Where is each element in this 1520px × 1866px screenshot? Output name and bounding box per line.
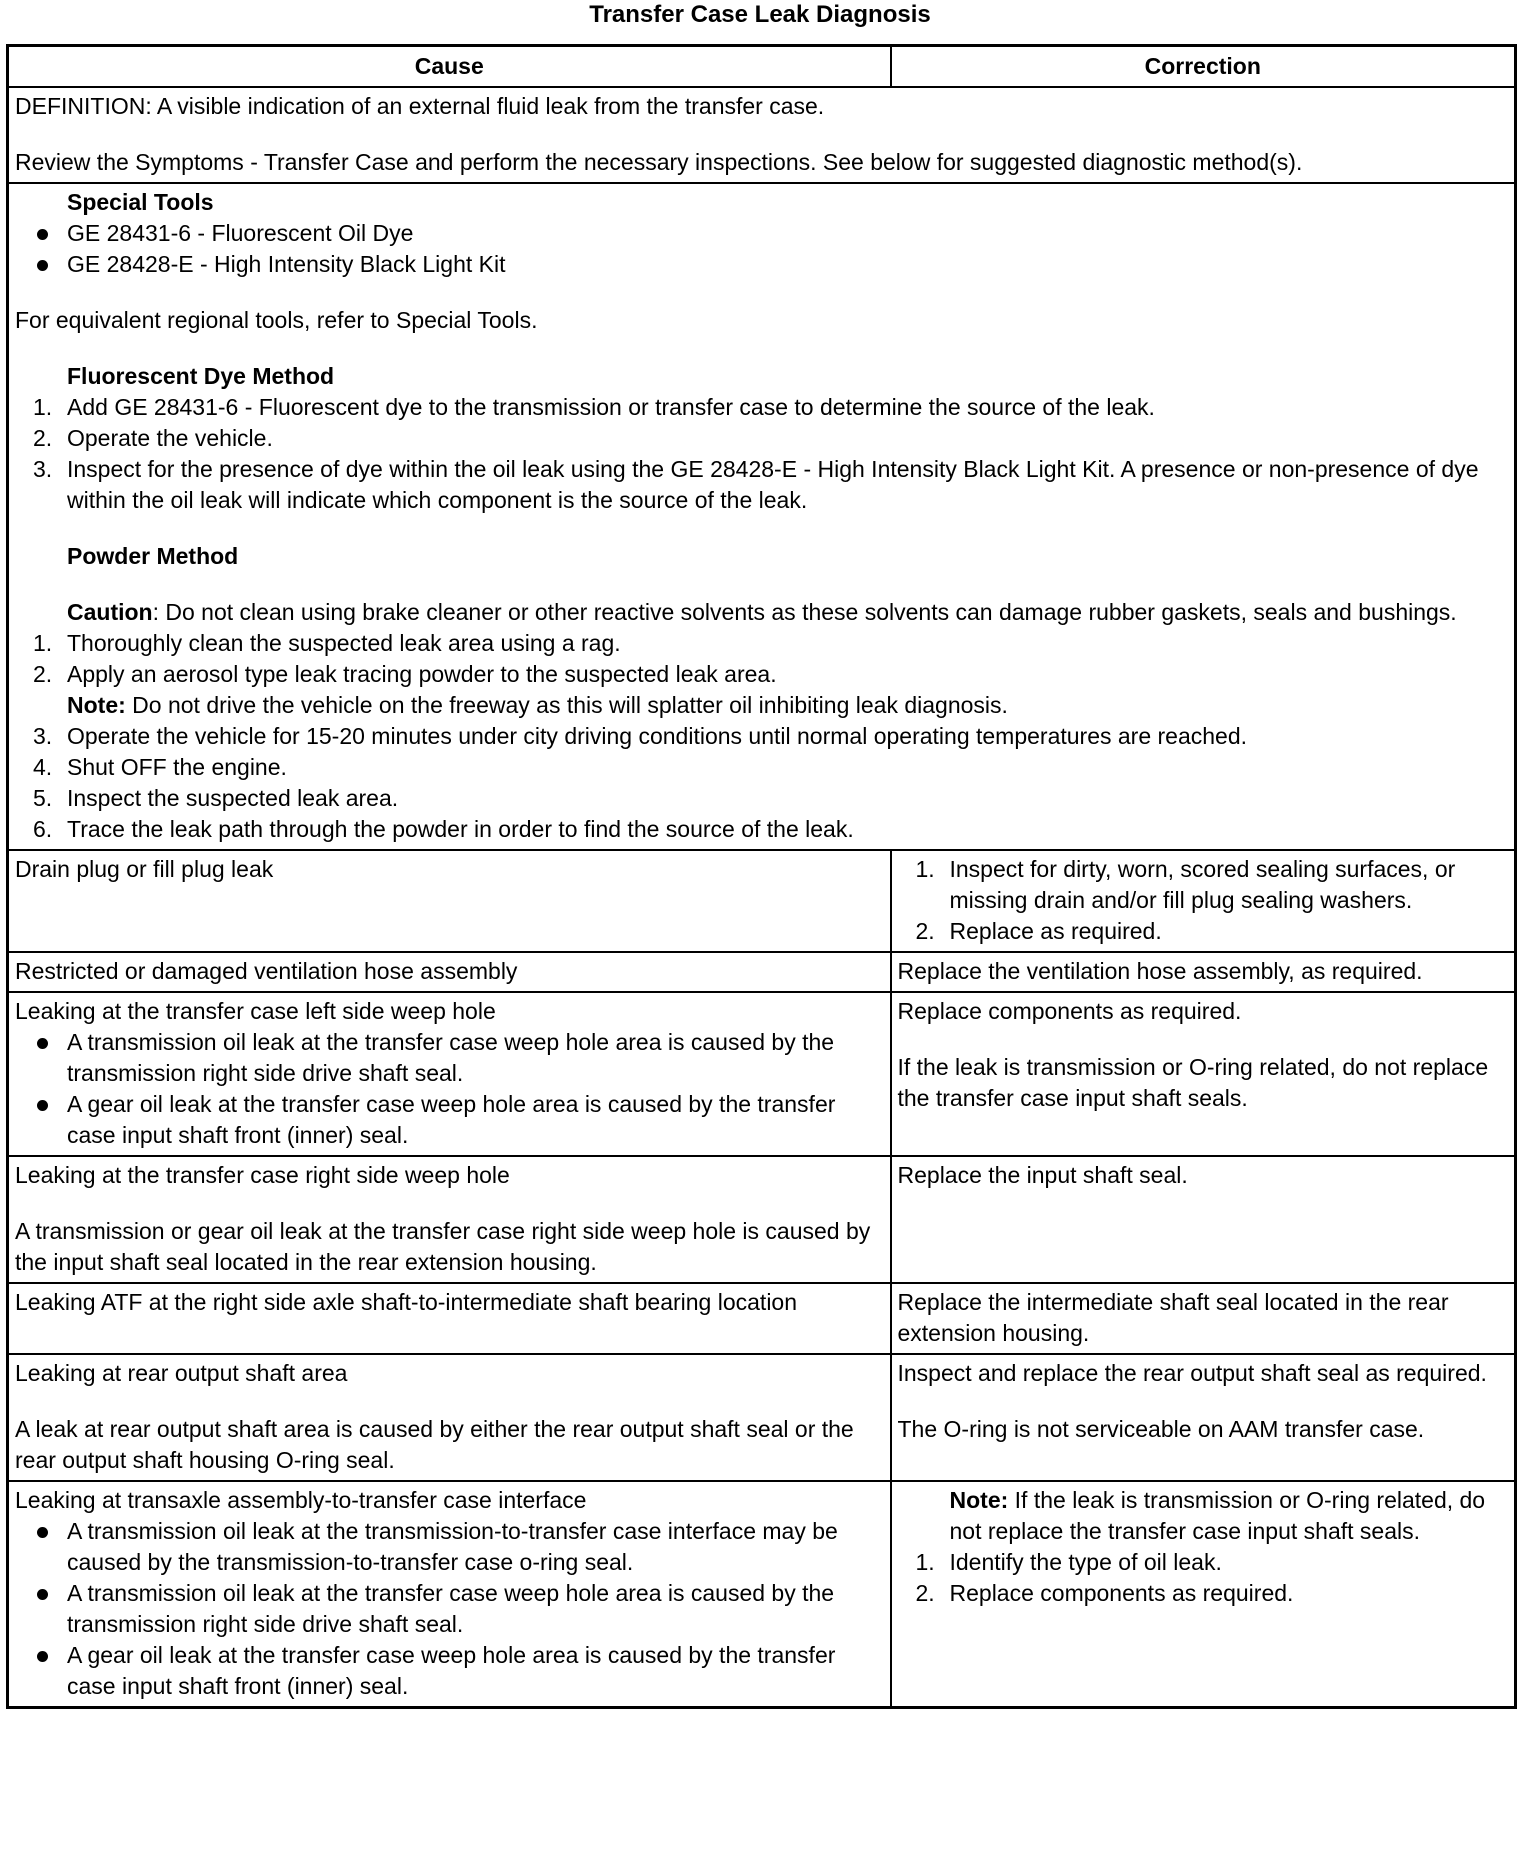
correction-cell: Replace components as required. If the leak is transmission or O-ring related, do not replace the transfer case input shaft seals. xyxy=(891,992,1516,1156)
powder-method-heading: Powder Method xyxy=(67,543,239,569)
tools-list xyxy=(15,218,1508,280)
cause-cell: Leaking at transaxle assembly-to-transfer case interface A transmission oil leak at the transmission-to-transfer case interface may be caused by the transmission-to-transfer case o-ring seal. A transmission oil leak at the transfer case weep hole area is caused by the transmission right side drive shaft seal. A gear oil leak at the transfer case weep hole area is caused by the transfer case input shaft front (inner) seal. xyxy=(8,1481,891,1708)
correction-cell: Replace the input shaft seal. xyxy=(891,1156,1516,1283)
cause-cell: Leaking at rear output shaft area A leak at rear output shaft area is caused by either the rear output shaft seal or the rear output shaft housing O-ring seal. xyxy=(8,1354,891,1481)
table-row xyxy=(8,1156,1516,1283)
list-item: A transmission oil leak at the transfer case weep hole area is caused by the transmission right side drive shaft seal. xyxy=(15,1578,884,1640)
list-item: 4. Shut OFF the engine. xyxy=(33,754,287,780)
bullet-icon xyxy=(37,1527,48,1538)
cause-header: Cause xyxy=(8,46,891,88)
review-text: Review the Symptoms - Transfer Case and perform the necessary inspections. See below for suggested diagnostic method(s). xyxy=(15,149,1303,175)
list-item: A transmission oil leak at the transmission-to-transfer case interface may be caused by the transmission-to-transfer case o-ring seal. xyxy=(15,1516,884,1578)
list-item: 3. Inspect for the presence of dye within the oil leak using the GE 28428-E - High Intensity Black Light Kit. A presence or non-presence of dye within the oil leak will indicate which component is the source of the leak. xyxy=(33,456,1479,513)
cause-cell: Leaking at the transfer case left side weep hole A transmission oil leak at the transfer case weep hole area is caused by the transmission right side drive shaft seal. A gear oil leak at the transfer case weep hole area is caused by the transfer case input shaft front (inner) seal. xyxy=(8,992,891,1156)
caution-text: Caution: Do not clean using brake cleaner or other reactive solvents as these solvents can damage rubber gaskets, seals and bushings. xyxy=(67,599,1457,625)
dye-steps-list xyxy=(15,392,1508,516)
definition-cell xyxy=(8,87,1516,183)
cause-cell: Drain plug or fill plug leak xyxy=(8,850,891,952)
cause-cell: Restricted or damaged ventilation hose assembly xyxy=(8,952,891,992)
table-row xyxy=(8,1481,1516,1708)
correction-cell xyxy=(891,850,1516,952)
bullet-icon xyxy=(37,1100,48,1111)
list-item: 2. Replace components as required. xyxy=(915,1580,1294,1606)
cause-cell: Leaking ATF at the right side axle shaft-to-intermediate shaft bearing location xyxy=(8,1283,891,1354)
list-item: 2. Apply an aerosol type leak tracing powder to the suspected leak area. Note: Do not drive the vehicle on the freeway as this will splatter oil inhibiting leak diagnosis. xyxy=(33,661,1008,718)
cause-bullets xyxy=(15,1516,884,1702)
bullet-icon xyxy=(37,1651,48,1662)
list-item: A transmission oil leak at the transfer case weep hole area is caused by the transmission right side drive shaft seal. xyxy=(15,1027,884,1089)
cause-bullets xyxy=(15,1027,884,1151)
table-header-row xyxy=(8,46,1516,88)
definition-text: DEFINITION: A visible indication of an external fluid leak from the transfer case. xyxy=(15,93,825,119)
correction-cell: Replace the ventilation hose assembly, as required. xyxy=(891,952,1516,992)
regional-tools-note: For equivalent regional tools, refer to Special Tools. xyxy=(15,307,538,333)
bullet-icon xyxy=(37,260,48,271)
list-item: 5. Inspect the suspected leak area. xyxy=(33,785,399,811)
table-row xyxy=(8,992,1516,1156)
table-row xyxy=(8,850,1516,952)
correction-cell: Inspect and replace the rear output shaft seal as required. The O-ring is not serviceable on AAM transfer case. xyxy=(891,1354,1516,1481)
dye-method-heading: Fluorescent Dye Method xyxy=(67,363,335,389)
list-item: A gear oil leak at the transfer case weep hole area is caused by the transfer case input shaft front (inner) seal. xyxy=(15,1640,884,1702)
methods-row xyxy=(8,183,1516,850)
correction-cell xyxy=(891,1481,1516,1708)
list-item: 1. Inspect for dirty, worn, scored sealing surfaces, or missing drain and/or fill plug sealing washers. xyxy=(915,856,1456,913)
page-title: Transfer Case Leak Diagnosis xyxy=(589,1,931,28)
correction-steps xyxy=(898,1547,1509,1609)
table-row xyxy=(8,1354,1516,1481)
bullet-icon xyxy=(37,1038,48,1049)
methods-cell xyxy=(8,183,1516,850)
correction-cell: Replace the intermediate shaft seal located in the rear extension housing. xyxy=(891,1283,1516,1354)
list-item: 2. Operate the vehicle. xyxy=(33,425,273,451)
correction-header: Correction xyxy=(891,46,1516,88)
list-item: 6. Trace the leak path through the powder in order to find the source of the leak. xyxy=(33,816,854,842)
list-item: GE 28428-E - High Intensity Black Light Kit xyxy=(15,249,1508,280)
cause-cell: Leaking at the transfer case right side weep hole A transmission or gear oil leak at the transfer case right side weep hole is caused by the input shaft seal located in the rear extension housing. xyxy=(8,1156,891,1283)
bullet-icon xyxy=(37,229,48,240)
special-tools-heading: Special Tools xyxy=(67,189,214,215)
table-row xyxy=(8,952,1516,992)
bullet-icon xyxy=(37,1589,48,1600)
list-item: 1. Identify the type of oil leak. xyxy=(915,1549,1222,1575)
list-item: 1. Add GE 28431-6 - Fluorescent dye to the transmission or transfer case to determine the source of the leak. xyxy=(33,394,1155,420)
definition-row xyxy=(8,87,1516,183)
list-item: 3. Operate the vehicle for 15-20 minutes under city driving conditions until normal operating temperatures are reached. xyxy=(33,723,1248,749)
table-row xyxy=(8,1283,1516,1354)
note-text: Note: If the leak is transmission or O-ring related, do not replace the transfer case input shaft seals. xyxy=(949,1487,1486,1544)
list-item: A gear oil leak at the transfer case weep hole area is caused by the transfer case input shaft front (inner) seal. xyxy=(15,1089,884,1151)
list-item: 1. Thoroughly clean the suspected leak area using a rag. xyxy=(33,630,621,656)
powder-steps-list xyxy=(15,628,1508,845)
diagnosis-table xyxy=(6,44,1517,1709)
correction-steps xyxy=(898,854,1509,947)
list-item: GE 28431-6 - Fluorescent Oil Dye xyxy=(15,218,1508,249)
list-item: 2. Replace as required. xyxy=(915,918,1162,944)
